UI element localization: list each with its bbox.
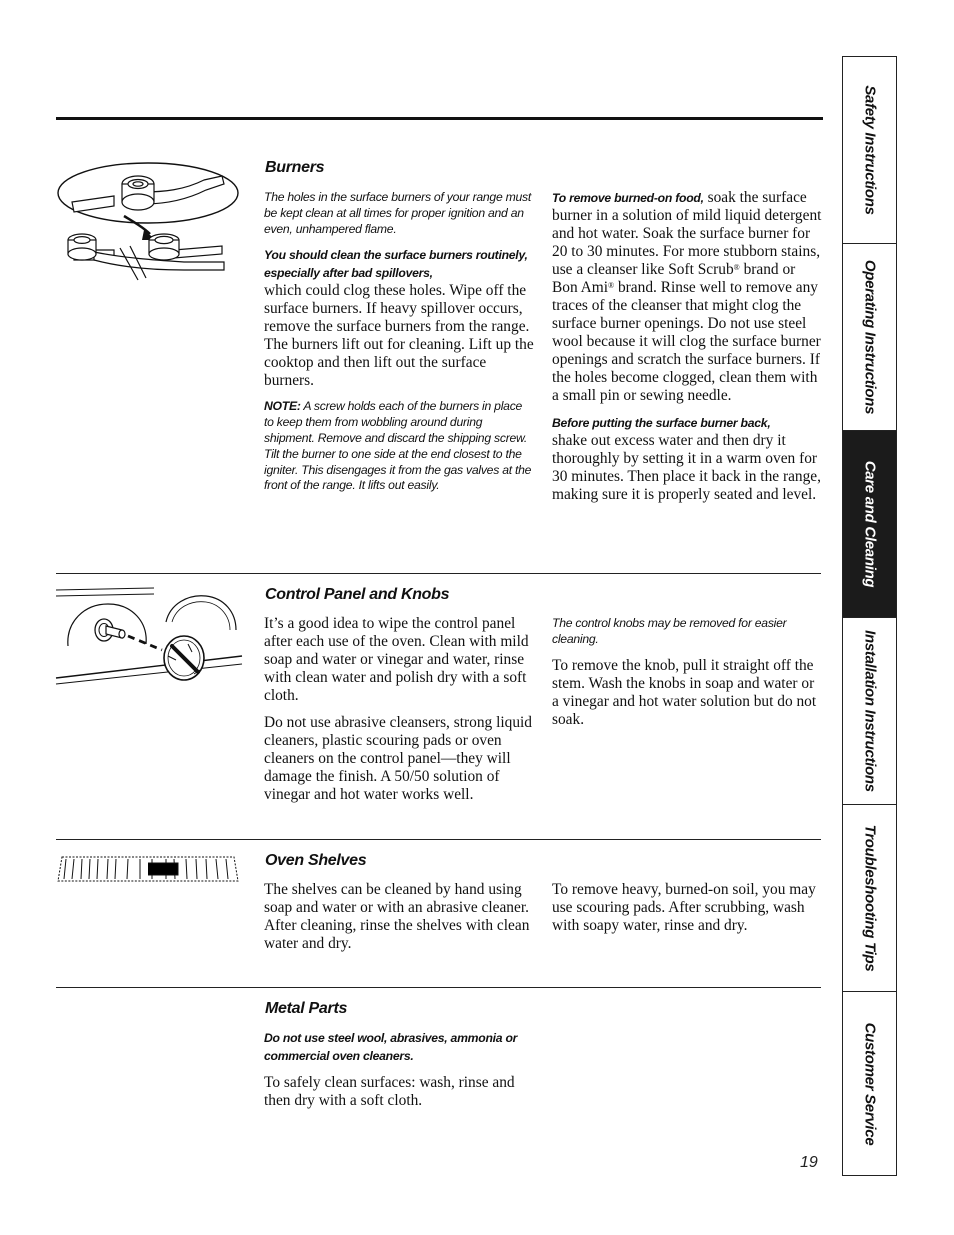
- before-putting-lead: Before putting the surface burner back,: [552, 416, 771, 430]
- top-rule: [56, 117, 823, 120]
- section-rule-oven-shelves: [56, 839, 821, 840]
- tab-label: Installation Instructions: [861, 630, 878, 792]
- burners-before-paragraph: [552, 414, 822, 504]
- control-panel-note: The control knobs may be removed for easier cleaning.: [552, 616, 787, 646]
- burners-note: [264, 399, 534, 494]
- control-panel-column-right: [552, 616, 822, 738]
- control-knob-illustration: [54, 586, 244, 688]
- burners-clean-warning: You should clean the surface burners routinely, especially after bad spillovers,: [264, 248, 528, 281]
- note-text: A screw holds each of the burners in place to keep them from wobbling around during shipment. Remove and discard the shipping screw. Tilt the burner to one side at the end closest to the igniter. This disengages it from the gas valves at the front of the range. It lifts out easily.: [264, 399, 532, 493]
- burners-column-left: [264, 190, 534, 503]
- tab-label: Customer Service: [861, 1022, 878, 1145]
- oven-shelves-column-right: [552, 881, 822, 944]
- oven-shelves-p1: The shelves can be cleaned by hand using soap and water or with an abrasive cleaner. After cleaning, rinse the shelves with clean water and dry.: [264, 881, 530, 952]
- tab-label: Troubleshooting Tips: [861, 824, 878, 972]
- metal-parts-warning: Do not use steel wool, abrasives, ammonia or commercial oven cleaners.: [264, 1031, 518, 1063]
- remove-text-1: soak the surface burner in a solution of mild liquid detergent and hot water. Soak the surface burner for 20 to 30 minutes. For more stubborn stains, use a cleanser like Soft Scrub: [552, 189, 822, 278]
- control-panel-p2: Do not use abrasive cleansers, strong liquid cleaners, plastic scouring pads or oven cleaners on the control panel—they will damage the finish. A 50/50 solution of vinegar and hot water works well.: [264, 714, 532, 803]
- page-number: 19: [800, 1154, 818, 1171]
- tab-installation-instructions[interactable]: [843, 618, 896, 805]
- tab-label: Operating Instructions: [861, 259, 878, 415]
- control-panel-column-left: [264, 615, 534, 813]
- tab-label: Safety Instructions: [861, 85, 878, 215]
- oven-shelf-illustration: [56, 853, 240, 885]
- side-tab-nav: [842, 56, 897, 1176]
- remove-text-3: brand. Rinse well to remove any traces of the cleanser that might clog the surface burner openings. Do not use steel wool because it will clog the surface burner openings and scratch the surface burners. If the holes become clogged, clean them with a small pin or sewing needle.: [552, 279, 821, 404]
- section-rule-metal-parts: [56, 987, 821, 988]
- burner-illustration: [54, 162, 244, 282]
- burners-remove-paragraph: [552, 189, 822, 405]
- burners-heading: Burners: [265, 159, 325, 176]
- metal-parts-heading: Metal Parts: [265, 1000, 348, 1017]
- before-putting-text: shake out excess water and then dry it thoroughly by setting it in a warm oven for 30 minutes. Then place it back in the range, making sure it is properly seated and level.: [552, 432, 821, 503]
- burners-clean-text: which could clog these holes. Wipe off the surface burners. If heavy spillover occurs, remove the surface burners from the range. The burners lift out for cleaning. Lift up the cooktop and then lift out the surface burners.: [264, 282, 534, 390]
- section-rule-control-panel: [56, 573, 821, 574]
- control-panel-p1: It’s a good idea to wipe the control panel after each use of the oven. Clean with mild soap and water or vinegar and water, rinse with clean water and polish dry with a soft cloth.: [264, 615, 529, 704]
- tab-care-and-cleaning[interactable]: [843, 431, 896, 618]
- control-panel-p3: To remove the knob, pull it straight off the stem. Wash the knobs in soap and water or a vinegar and hot water solution but do not soak.: [552, 656, 817, 728]
- tab-label: Care and Cleaning: [861, 460, 878, 588]
- metal-parts-column: [264, 1029, 534, 1119]
- control-panel-heading: Control Panel and Knobs: [265, 586, 450, 603]
- oven-shelves-p2: To remove heavy, burned-on soil, you may use scouring pads. After scrubbing, wash with soapy water, rinse and dry.: [552, 881, 816, 934]
- remove-text-2: brand or Bon Ami: [552, 261, 796, 296]
- burners-column-right: [552, 189, 822, 513]
- burners-intro: The holes in the surface burners of your range must be kept clean at all times for proper ignition and an even, unhampered flame.: [264, 190, 532, 236]
- tab-troubleshooting-tips[interactable]: [843, 805, 896, 992]
- oven-shelves-heading: Oven Shelves: [265, 852, 367, 869]
- tab-operating-instructions[interactable]: [843, 244, 896, 431]
- remove-food-lead: To remove burned-on food,: [552, 191, 704, 205]
- tab-safety-instructions[interactable]: [843, 57, 896, 244]
- registered-mark-1: ®: [733, 263, 740, 272]
- oven-shelves-column-left: [264, 881, 534, 962]
- note-label: NOTE:: [264, 399, 301, 414]
- metal-parts-p1: To safely clean surfaces: wash, rinse and then dry with a soft cloth.: [264, 1074, 515, 1109]
- tab-customer-service[interactable]: [843, 992, 896, 1175]
- registered-mark-2: ®: [608, 281, 615, 290]
